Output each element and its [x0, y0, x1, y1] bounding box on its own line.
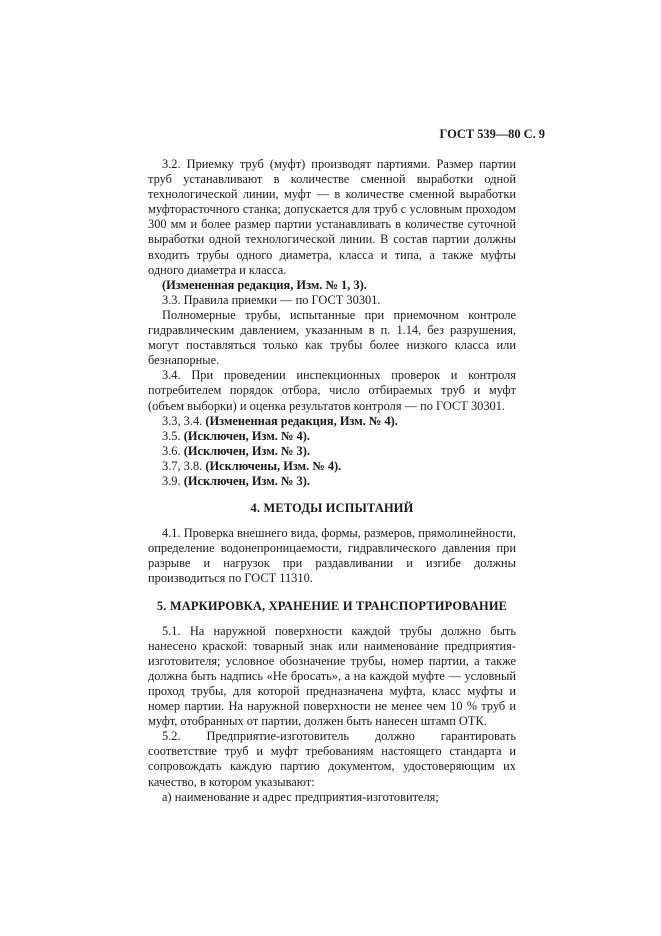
- amendment-3-2: (Измененная редакция, Изм. № 1, 3).: [162, 277, 367, 292]
- clause-text: (Исключен, Изм. № 4).: [183, 428, 310, 443]
- amendment-3-3-3-4: [148, 414, 516, 429]
- clause-3-6: [148, 444, 516, 459]
- clause-text: (Исключены, Изм. № 4).: [205, 458, 342, 473]
- section-4-title: 4. МЕТОДЫ ИСПЫТАНИЙ: [250, 501, 414, 516]
- clause-number: 3.9.: [162, 473, 181, 488]
- page-header: ГОСТ 539—80 С. 9: [439, 127, 545, 141]
- paragraph-5-1: 5.1. На наружной поверхности каждой трубы должно быть нанесено краской: товарный знак или наименование предприятия-изготовителя; условное обозначение трубы, номер партии, а также должна быть надпись «Не бросать», а на каждой муфте — условный проход трубы, для которой предназначена муфта, класс муфты и номер партии. На наружной поверхности не менее чем 10 % труб и муфт, отобранных от партии, должен быть нанесен штамп ОТК.: [148, 623, 516, 729]
- clause-number: 3.7, 3.8.: [162, 458, 203, 473]
- paragraph-5-2: 5.2. Предприятие-изготовитель должно гарантировать соответствие труб и муфт требованиям настоящего стандарта и сопровождать каждую партию документом, удостоверяющим их качество, в котором указывают:: [148, 729, 516, 789]
- paragraph-3-2: 3.2. Приемку труб (муфт) производят партиями. Размер партии труб устанавливают в количестве сменной выработки одной технологической линии, муфт — в количестве сменной выработки муфторасточного станка; допускается для труб с условным проходом 300 мм и более размер партии устанавливать в количестве суточной выработки одной технологической линии. В состав партии должны входить трубы одного диаметра, класса и типа, а также муфты одного диаметра и класса.: [148, 157, 516, 277]
- clause-text: (Исключен, Изм. № 3).: [183, 473, 310, 488]
- paragraph-4-1: 4.1. Проверка внешнего вида, формы, размеров, прямолинейности, определение водонепроницаемости, гидравлического давления при разрыве и нагрузок при раздавливании и изгибе должны производиться по ГОСТ 11310.: [148, 526, 516, 586]
- paragraph-3-3: 3.3. Правила приемки — по ГОСТ 30301.: [162, 292, 381, 307]
- body-text: [148, 157, 516, 805]
- amendment-text: (Измененная редакция, Изм. № 4).: [205, 413, 398, 428]
- paragraph-5-2-a: а) наименование и адрес предприятия-изготовителя;: [162, 789, 439, 804]
- clause-text: (Исключен, Изм. № 3).: [183, 443, 310, 458]
- clause-number: 3.3, 3.4.: [162, 413, 203, 428]
- paragraph-3-4: 3.4. При проведении инспекционных проверок и контроля потребителем порядок отбора, число отбираемых труб и муфт (объем выборки) и оценка результатов контроля — по ГОСТ 30301.: [148, 368, 516, 413]
- section-5-title: 5. МАРКИРОВКА, ХРАНЕНИЕ И ТРАНСПОРТИРОВАНИЕ: [156, 598, 508, 613]
- clause-3-7-3-8: [148, 459, 516, 474]
- clause-number: 3.5.: [162, 428, 181, 443]
- paragraph-3-3-b: Полномерные трубы, испытанные при приемочном контроле гидравлическим давлением, указанным в п. 1.14, без разрушения, могут поставляться только как трубы более низкого класса или безнапорные.: [148, 307, 516, 368]
- clause-3-9: [148, 474, 516, 489]
- clause-3-5: [148, 429, 516, 444]
- clause-number: 3.6.: [162, 443, 181, 458]
